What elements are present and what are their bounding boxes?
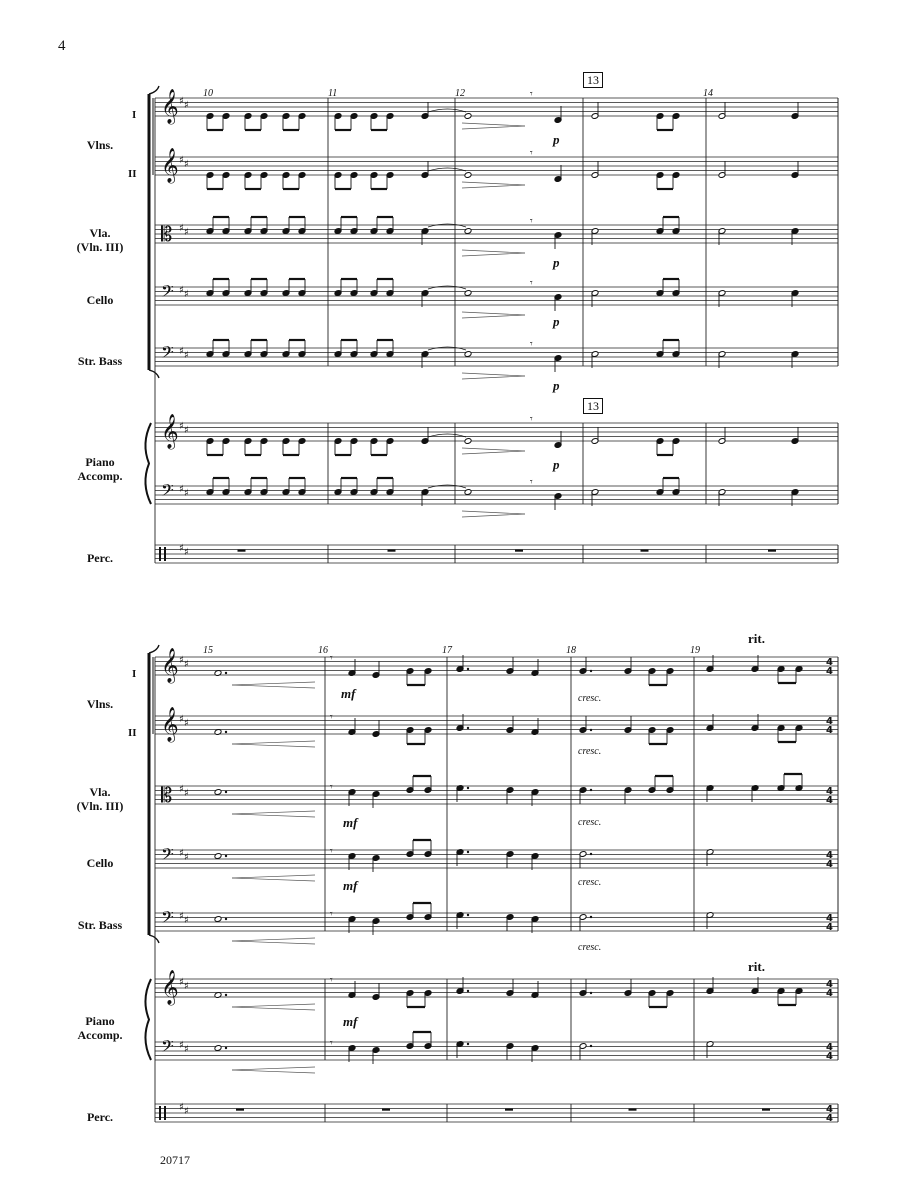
measure-number: 14 bbox=[703, 88, 713, 99]
eighth-rest: 𝄾 bbox=[530, 89, 533, 100]
eighth-rest: 𝄾 bbox=[530, 414, 533, 425]
dot bbox=[225, 1047, 227, 1049]
treble-clef-icon: 𝄞 bbox=[161, 648, 179, 683]
eighth-rest: 𝄾 bbox=[530, 278, 533, 289]
perc-clef-icon bbox=[159, 547, 161, 561]
sharp-icon: ♯ bbox=[184, 488, 189, 499]
hairpin bbox=[232, 878, 315, 881]
time-signature: 4 bbox=[826, 859, 833, 870]
measure-number: 11 bbox=[328, 88, 338, 99]
sharp-icon: ♯ bbox=[179, 223, 184, 234]
whole-rest bbox=[629, 1109, 637, 1111]
whole-rest bbox=[238, 550, 246, 552]
label-bass: Str. Bass bbox=[77, 354, 123, 368]
dot bbox=[590, 916, 592, 918]
sharp-icon: ♯ bbox=[184, 227, 189, 238]
sharp-icon: ♯ bbox=[184, 981, 189, 992]
sharp-icon: ♯ bbox=[184, 659, 189, 670]
measure-number: 17 bbox=[442, 645, 452, 656]
hairpin bbox=[462, 185, 525, 188]
tie bbox=[428, 286, 466, 289]
label-perc-2: Perc. bbox=[86, 1110, 114, 1124]
time-signature: 4 bbox=[826, 716, 833, 727]
hairpin bbox=[232, 741, 315, 744]
label-violin-ii: II bbox=[128, 168, 137, 180]
dot bbox=[225, 855, 227, 857]
hairpin bbox=[462, 312, 525, 315]
time-signature: 4 bbox=[826, 1042, 833, 1053]
time-signature: 4 bbox=[826, 922, 833, 933]
label-viola-sub-2: (Vln. III) bbox=[76, 799, 124, 813]
label-violins: Vlns. bbox=[86, 138, 114, 152]
bracket-hook bbox=[149, 370, 159, 378]
time-signature: 4 bbox=[826, 913, 833, 924]
dot bbox=[467, 787, 469, 789]
dot bbox=[467, 1043, 469, 1045]
perc-clef-icon bbox=[164, 1106, 166, 1120]
treble-clef-icon: 𝄞 bbox=[161, 707, 179, 742]
bracket-hook bbox=[149, 935, 159, 943]
dot bbox=[467, 990, 469, 992]
hairpin bbox=[462, 373, 525, 376]
eighth-rest: 𝄾 bbox=[330, 1038, 333, 1049]
eighth-rest: 𝄾 bbox=[330, 712, 333, 723]
whole-rest bbox=[382, 1109, 390, 1111]
label-bass-2: Str. Bass bbox=[77, 918, 123, 932]
sharp-icon: ♯ bbox=[184, 852, 189, 863]
time-signature: 4 bbox=[826, 988, 833, 999]
hairpin bbox=[462, 514, 525, 517]
sharp-icon: ♯ bbox=[179, 96, 184, 107]
hairpin bbox=[232, 685, 315, 688]
tie bbox=[428, 485, 466, 488]
dot bbox=[467, 914, 469, 916]
notehead bbox=[464, 438, 472, 445]
cresc-marking: cresc. bbox=[578, 746, 602, 757]
dot bbox=[590, 992, 592, 994]
cresc-marking: cresc. bbox=[578, 817, 602, 828]
dynamic-marking: p bbox=[553, 314, 560, 329]
measure-number: 16 bbox=[318, 645, 328, 656]
sharp-icon: ♯ bbox=[184, 1106, 189, 1117]
time-signature: 4 bbox=[826, 1104, 833, 1115]
sharp-icon: ♯ bbox=[179, 421, 184, 432]
hairpin bbox=[232, 682, 315, 685]
hairpin bbox=[462, 376, 525, 379]
hairpin bbox=[232, 938, 315, 941]
treble-clef-icon: 𝄞 bbox=[161, 89, 179, 124]
dot bbox=[590, 1045, 592, 1047]
dynamic-marking: p bbox=[553, 457, 560, 472]
time-signature: 4 bbox=[826, 1113, 833, 1124]
sharp-icon: ♯ bbox=[179, 911, 184, 922]
catalog-number: 20717 bbox=[160, 1153, 190, 1167]
dot bbox=[225, 994, 227, 996]
dynamic-marking: p bbox=[553, 255, 560, 270]
hairpin bbox=[232, 1070, 315, 1073]
piano-brace bbox=[145, 979, 151, 1060]
notehead bbox=[464, 351, 472, 358]
whole-rest bbox=[505, 1109, 513, 1111]
measure-number: 10 bbox=[203, 88, 213, 99]
perc-clef-icon bbox=[164, 547, 166, 561]
treble-clef-icon: 𝄞 bbox=[161, 414, 179, 449]
time-signature: 4 bbox=[826, 666, 833, 677]
label-piano-sub-2: Accomp. bbox=[77, 1028, 123, 1042]
sharp-icon: ♯ bbox=[184, 350, 189, 361]
sharp-icon: ♯ bbox=[184, 425, 189, 436]
notehead bbox=[464, 489, 472, 496]
alto-clef-icon: 𝄡 bbox=[161, 783, 173, 807]
bass-clef-icon: 𝄢 bbox=[161, 907, 174, 931]
measure-number: 18 bbox=[566, 645, 576, 656]
sharp-icon: ♯ bbox=[179, 484, 184, 495]
hairpin bbox=[462, 253, 525, 256]
whole-rest bbox=[388, 550, 396, 552]
notehead bbox=[464, 113, 472, 120]
label-perc: Perc. bbox=[86, 551, 114, 565]
bass-clef-icon: 𝄢 bbox=[161, 1036, 174, 1060]
hairpin bbox=[462, 182, 525, 185]
rit-marking: rit. bbox=[748, 631, 765, 646]
hairpin bbox=[232, 814, 315, 817]
hairpin bbox=[462, 315, 525, 318]
eighth-rest: 𝄾 bbox=[530, 339, 533, 350]
dot bbox=[467, 668, 469, 670]
sharp-icon: ♯ bbox=[179, 714, 184, 725]
treble-clef-icon: 𝄞 bbox=[161, 148, 179, 183]
rit-marking-piano: rit. bbox=[748, 959, 765, 974]
time-signature: 4 bbox=[826, 725, 833, 736]
label-viola-sub: (Vln. III) bbox=[76, 240, 124, 254]
sharp-icon: ♯ bbox=[179, 1102, 184, 1113]
bass-clef-icon: 𝄢 bbox=[161, 281, 174, 305]
dynamic-marking: mf bbox=[343, 878, 358, 893]
sharp-icon: ♯ bbox=[179, 655, 184, 666]
whole-rest bbox=[762, 1109, 770, 1111]
time-signature: 4 bbox=[826, 657, 833, 668]
hairpin bbox=[232, 811, 315, 814]
tie bbox=[428, 347, 466, 350]
hairpin bbox=[462, 126, 525, 129]
sharp-icon: ♯ bbox=[184, 159, 189, 170]
hairpin bbox=[232, 1007, 315, 1010]
label-piano-main-2: Piano bbox=[85, 1014, 115, 1028]
notehead bbox=[464, 172, 472, 179]
rehearsal-mark-piano: 13 bbox=[583, 398, 603, 414]
notehead bbox=[464, 290, 472, 297]
perc-clef-icon bbox=[159, 1106, 161, 1120]
sharp-icon: ♯ bbox=[184, 289, 189, 300]
eighth-rest: 𝄾 bbox=[530, 148, 533, 159]
dynamic-marking: mf bbox=[341, 686, 356, 701]
page-number: 4 bbox=[58, 38, 66, 54]
notehead bbox=[214, 789, 222, 796]
whole-rest bbox=[641, 550, 649, 552]
sharp-icon: ♯ bbox=[179, 784, 184, 795]
hairpin bbox=[462, 451, 525, 454]
alto-clef-icon: 𝄡 bbox=[161, 222, 173, 246]
label-piano-main: Piano bbox=[85, 455, 115, 469]
sharp-icon: ♯ bbox=[184, 915, 189, 926]
dot bbox=[225, 791, 227, 793]
cresc-marking: cresc. bbox=[578, 942, 602, 953]
eighth-rest: 𝄾 bbox=[330, 846, 333, 857]
label-piano-sub: Accomp. bbox=[77, 469, 123, 483]
whole-rest bbox=[515, 550, 523, 552]
dot bbox=[225, 918, 227, 920]
label-cello-2: Cello bbox=[86, 856, 114, 870]
sharp-icon: ♯ bbox=[179, 285, 184, 296]
hairpin bbox=[462, 250, 525, 253]
label-violins-2: Vlns. bbox=[86, 697, 114, 711]
sharp-icon: ♯ bbox=[179, 1040, 184, 1051]
bracket-hook bbox=[149, 645, 159, 653]
hairpin bbox=[232, 744, 315, 747]
notehead bbox=[214, 853, 222, 860]
time-signature: 4 bbox=[826, 979, 833, 990]
tie bbox=[428, 224, 466, 227]
dynamic-marking: p bbox=[553, 132, 560, 147]
dynamic-marking: mf bbox=[343, 815, 358, 830]
measure-number: 12 bbox=[455, 88, 465, 99]
hairpin bbox=[462, 511, 525, 514]
label-cello: Cello bbox=[86, 293, 114, 307]
eighth-rest: 𝄾 bbox=[330, 975, 333, 986]
sharp-icon: ♯ bbox=[179, 346, 184, 357]
sharp-icon: ♯ bbox=[179, 155, 184, 166]
bass-clef-icon: 𝄢 bbox=[161, 342, 174, 366]
sharp-icon: ♯ bbox=[179, 543, 184, 554]
dot bbox=[590, 729, 592, 731]
hairpin bbox=[232, 941, 315, 944]
time-signature: 4 bbox=[826, 786, 833, 797]
eighth-rest: 𝄾 bbox=[330, 782, 333, 793]
dynamic-marking: p bbox=[553, 378, 560, 393]
sharp-icon: ♯ bbox=[184, 100, 189, 111]
sharp-icon: ♯ bbox=[179, 977, 184, 988]
sharp-icon: ♯ bbox=[179, 848, 184, 859]
time-signature: 4 bbox=[826, 1051, 833, 1062]
sharp-icon: ♯ bbox=[184, 1044, 189, 1055]
dynamic-marking: mf bbox=[343, 1014, 358, 1029]
hairpin bbox=[232, 1004, 315, 1007]
label-violin-i: I bbox=[132, 109, 137, 121]
dot bbox=[467, 727, 469, 729]
eighth-rest: 𝄾 bbox=[330, 653, 333, 664]
label-violin-ii-2: II bbox=[128, 727, 137, 739]
eighth-rest: 𝄾 bbox=[330, 909, 333, 920]
dot bbox=[467, 851, 469, 853]
rehearsal-mark: 13 bbox=[583, 72, 603, 88]
label-viola-main: Vla. bbox=[89, 226, 111, 240]
hairpin bbox=[462, 448, 525, 451]
measure-number: 19 bbox=[690, 645, 700, 656]
whole-rest bbox=[236, 1109, 244, 1111]
bass-clef-icon: 𝄢 bbox=[161, 844, 174, 868]
dot bbox=[590, 670, 592, 672]
sharp-icon: ♯ bbox=[184, 788, 189, 799]
eighth-rest: 𝄾 bbox=[530, 216, 533, 227]
hairpin bbox=[232, 1067, 315, 1070]
notehead bbox=[214, 1045, 222, 1052]
label-violin-i-2: I bbox=[132, 668, 137, 680]
eighth-rest: 𝄾 bbox=[530, 477, 533, 488]
notehead bbox=[214, 916, 222, 923]
label-viola-main-2: Vla. bbox=[89, 785, 111, 799]
dot bbox=[225, 731, 227, 733]
sharp-icon: ♯ bbox=[184, 718, 189, 729]
cresc-marking: cresc. bbox=[578, 693, 602, 704]
piano-brace bbox=[145, 423, 151, 504]
treble-clef-icon: 𝄞 bbox=[161, 970, 179, 1005]
hairpin bbox=[462, 123, 525, 126]
cresc-marking: cresc. bbox=[578, 877, 602, 888]
whole-rest bbox=[768, 550, 776, 552]
dot bbox=[590, 853, 592, 855]
time-signature: 4 bbox=[826, 795, 833, 806]
bass-clef-icon: 𝄢 bbox=[161, 480, 174, 504]
dot bbox=[225, 672, 227, 674]
measure-number: 15 bbox=[203, 645, 213, 656]
bracket-hook bbox=[149, 86, 159, 94]
dot bbox=[590, 789, 592, 791]
notehead bbox=[464, 228, 472, 235]
hairpin bbox=[232, 875, 315, 878]
sharp-icon: ♯ bbox=[184, 547, 189, 558]
time-signature: 4 bbox=[826, 850, 833, 861]
